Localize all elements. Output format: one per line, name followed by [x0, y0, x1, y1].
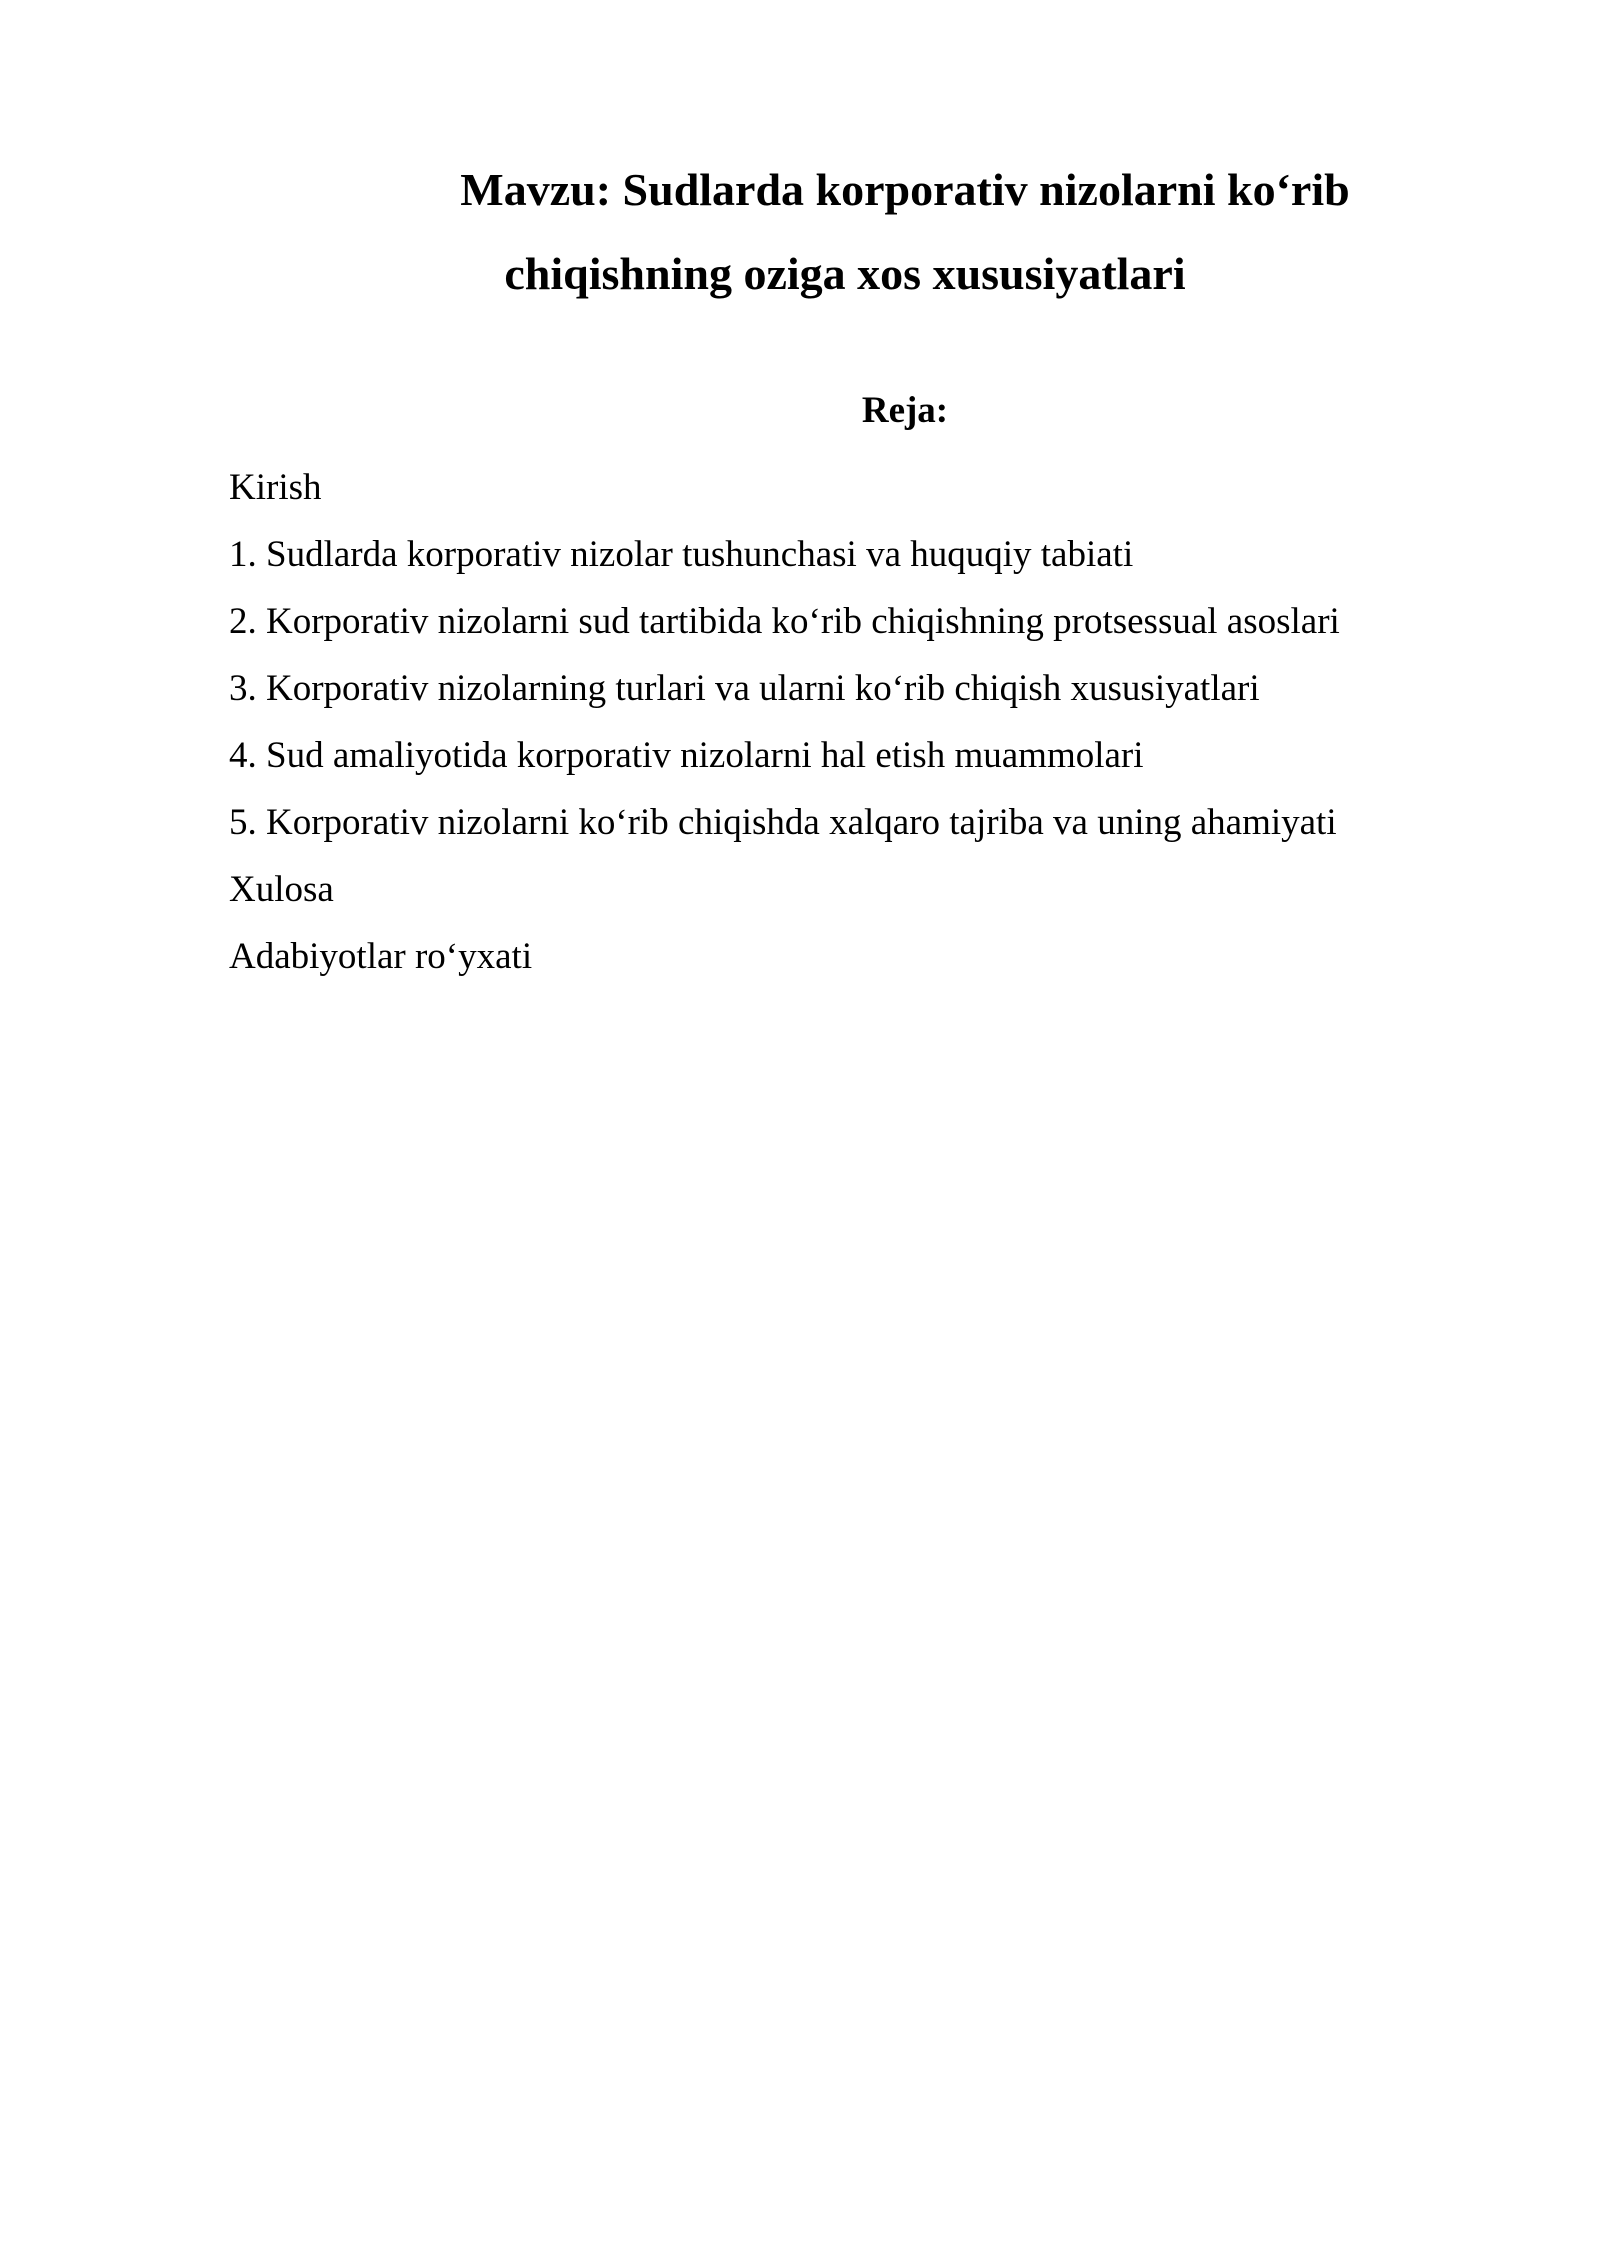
- plan-item-2: 2. Korporativ nizolarni sud tartibida ko‘rib chiqishning protsessual asoslari: [229, 601, 1340, 642]
- document-title: [300, 148, 1510, 316]
- plan-heading: Reja:: [861, 390, 949, 431]
- plan-item-references: Adabiyotlar ro‘yxati: [229, 936, 533, 977]
- plan-item-1: 1. Sudlarda korporativ nizolar tushunchasi va huquqiy tabiati: [229, 534, 1134, 575]
- plan-item-5: 5. Korporativ nizolarni ko‘rib chiqishda xalqaro tajriba va uning ahamiyati: [229, 802, 1337, 843]
- plan-item-4: 4. Sud amaliyotida korporativ nizolarni hal etish muammolari: [229, 735, 1144, 776]
- plan-item-3: 3. Korporativ nizolarning turlari va ularni ko‘rib chiqish xususiyatlari: [229, 668, 1260, 709]
- plan-item-conclusion: Xulosa: [229, 869, 334, 910]
- plan-item-intro: Kirish: [229, 467, 322, 508]
- title-line-1: Mavzu: Sudlarda korporativ nizolarni ko‘rib: [460, 164, 1350, 215]
- title-line-2: chiqishning oziga xos xususiyatlari: [504, 248, 1186, 299]
- plan-list: [229, 454, 1529, 990]
